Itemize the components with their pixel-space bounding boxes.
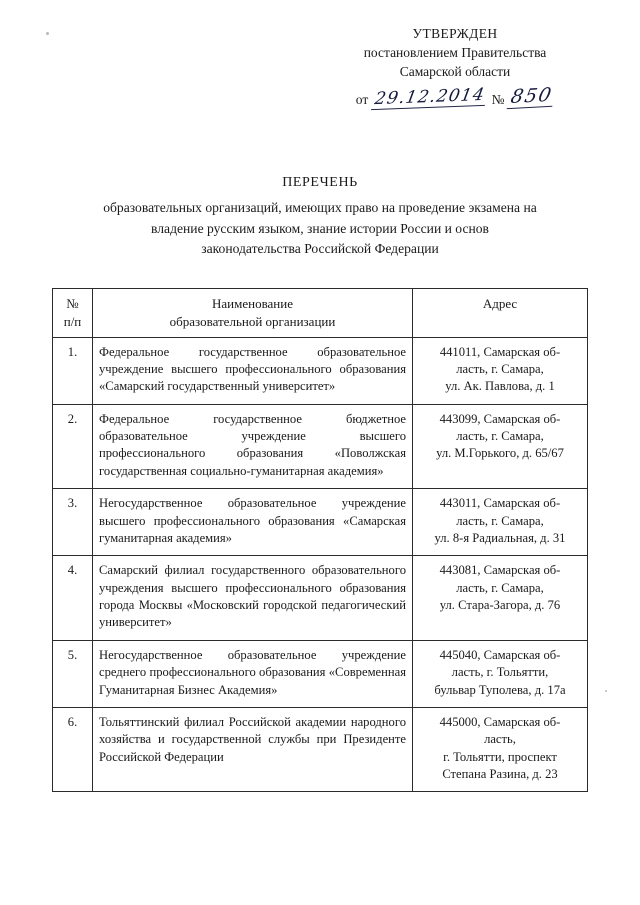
address-line: 445040, Самарская об- bbox=[439, 647, 561, 662]
address-line: Степана Разина, д. 23 bbox=[442, 767, 558, 782]
address-line: ласть, bbox=[484, 732, 516, 747]
handwritten-date: 29.12.2014 bbox=[371, 87, 488, 110]
address-line: ул. М.Горького, д. 65/67 bbox=[436, 446, 564, 461]
number-prefix-label: № bbox=[491, 92, 505, 108]
table-row bbox=[53, 404, 588, 489]
organization-address bbox=[413, 640, 588, 707]
row-number: 4. bbox=[53, 556, 93, 641]
organization-name: Самарский филиал государственного образовательного учреждения высшего профессионального образования города Москвы «Московский городской педагогический университет» bbox=[93, 556, 413, 641]
organization-address bbox=[413, 556, 588, 641]
table-row bbox=[53, 707, 588, 792]
table-row bbox=[53, 489, 588, 556]
date-prefix-label: от bbox=[355, 92, 369, 108]
approval-line-1: постановлением Правительства bbox=[363, 45, 547, 61]
subtitle-line-2: владение русским языком, знание истории России и основ bbox=[151, 220, 489, 236]
address-line: 445000, Самарская об- bbox=[439, 714, 561, 729]
column-header-name-line2: образовательной организации bbox=[169, 313, 336, 329]
organization-name: Негосударственное образовательное учреждение среднего профессионального образования «Современная Гуманитарная Бизнес Академия» bbox=[93, 640, 413, 707]
table-body bbox=[53, 337, 588, 792]
subtitle-line-3: законодательства Российской Федерации bbox=[201, 241, 439, 257]
row-number: 1. bbox=[53, 337, 93, 404]
address-line: ласть, г. Тольятти, bbox=[451, 665, 549, 680]
address-line: ул. Ак. Павлова, д. 1 bbox=[445, 379, 555, 394]
address-line: ул. Стара-Загора, д. 76 bbox=[439, 598, 561, 613]
column-header-address: Адрес bbox=[413, 288, 588, 337]
organization-address bbox=[413, 404, 588, 489]
column-header-number-line2: п/п bbox=[63, 313, 82, 329]
organization-name: Федеральное государственное бюджетное образовательное учреждение высшего профессионального образования «Поволжская государственная социально-гуманитарная академия» bbox=[93, 404, 413, 489]
address-line: ул. 8-я Радиальная, д. 31 bbox=[434, 530, 566, 545]
table-row bbox=[53, 640, 588, 707]
organization-name: Негосударственное образовательное учреждение высшего профессионального образования «Самарская гуманитарная академия» bbox=[93, 489, 413, 556]
document-subtitle bbox=[52, 198, 588, 259]
address-line: 443081, Самарская об- bbox=[439, 563, 561, 578]
table-row bbox=[53, 556, 588, 641]
column-header-number-line1: № bbox=[66, 295, 79, 311]
page-title: ПЕРЕЧЕНЬ bbox=[282, 175, 358, 191]
address-line: 443011, Самарская об- bbox=[439, 496, 561, 511]
subtitle-line-1: образовательных организаций, имеющих право на проведение экзамена на bbox=[103, 200, 537, 216]
row-number: 6. bbox=[53, 707, 93, 792]
approval-block bbox=[310, 24, 600, 109]
table-header-row bbox=[53, 288, 588, 337]
address-line: 443099, Самарская об- bbox=[439, 411, 561, 426]
row-number: 5. bbox=[53, 640, 93, 707]
column-header-name bbox=[93, 288, 413, 337]
address-line: ласть, г. Самара, bbox=[456, 580, 544, 595]
approval-date-row bbox=[310, 83, 600, 109]
organization-name: Федеральное государственное образовательное учреждение высшего профессионального образования «Самарский государственный университет» bbox=[93, 337, 413, 404]
organization-address bbox=[413, 489, 588, 556]
address-line: 441011, Самарская об- bbox=[439, 344, 561, 359]
organization-name: Тольяттинский филиал Российской академии народного хозяйства и государственной службы при Президенте Российской Федерации bbox=[93, 707, 413, 792]
organizations-table bbox=[52, 288, 588, 793]
table-row bbox=[53, 337, 588, 404]
address-line: бульвар Туполева, д. 17а bbox=[434, 682, 566, 697]
address-line: г. Тольятти, проспект bbox=[443, 749, 557, 764]
row-number: 3. bbox=[53, 489, 93, 556]
address-line: ласть, г. Самара, bbox=[456, 361, 544, 376]
column-header-name-line1: Наименование bbox=[212, 295, 293, 311]
row-number: 2. bbox=[53, 404, 93, 489]
approval-title: УТВЕРЖДЕН bbox=[412, 26, 498, 41]
address-line: ласть, г. Самара, bbox=[456, 429, 544, 444]
scan-speck bbox=[605, 690, 607, 692]
approval-line-2: Самарской области bbox=[399, 64, 511, 80]
organization-address bbox=[413, 707, 588, 792]
organization-address bbox=[413, 337, 588, 404]
scan-speck bbox=[46, 32, 49, 35]
address-line: ласть, г. Самара, bbox=[456, 513, 544, 528]
column-header-number bbox=[53, 288, 93, 337]
handwritten-number: 850 bbox=[507, 86, 556, 109]
